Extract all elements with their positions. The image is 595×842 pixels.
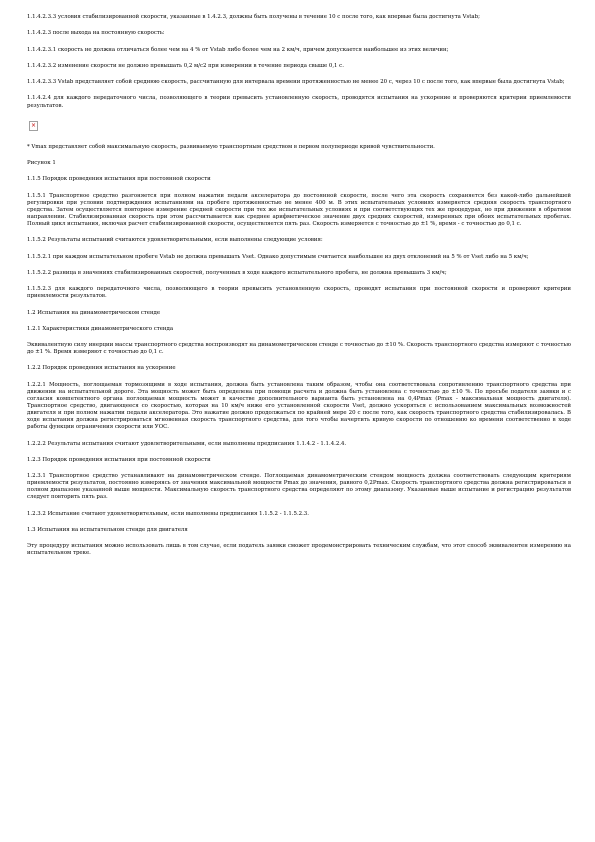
paragraph-1-1-5-2-3: 1.1.5.2.3 для каждого передаточного числа, позволяющего в теории превысить установленную скорость, проводят испытания при постоянной скорости и проверяют критерии приемлемости результатов. [27, 286, 571, 300]
paragraph-1-2-2-1: 1.2.2.1 Мощность, поглощаемая тормозящими в ходе испытания, должна быть установлена таким образом, чтобы она соответствовала сопротивлению транспортного средства при движении на испытательной дороге. Эта мощность может быть определена при помощи расчета и должна быть установлена с точностью до ±10 %. По просьбе подателя заявки и с согласия компетентного органа поглощаемая мощность может в качестве дополнительного варианта быть установлена на 0,4Pmax (Pmax - максимальная мощность двигателя). Транспортное средство, двигающееся со скоростью, которая на 10 км/ч ниже его установленной скорости Vset, должно ускоряться с использованием максимальных возможностей двигателя и при полном нажатии педали акселератора. Это нажатие должно продолжаться по крайней мере 20 с после того, как скорость транспортного средства стабилизировалась. В ходе испытания должна регистрироваться мгновенная скорость транспортного средства, для того чтобы начертить кривую скорости по отношению ко времени соответственно в ходе работы функции ограничения скорости или УОС. [27, 381, 571, 431]
section-heading-1-2-1: 1.2.1 Характеристики динамометрического стенда [27, 325, 174, 332]
paragraph-1-2-3-2: 1.2.3.2 Испытание считают удовлетворительным, если выполнены предписания 1.1.5.2 - 1.1.5.2.3. [27, 510, 309, 517]
paragraph-inertia: Эквивалентную силу инерции массы транспортного средства воспроизводят на динамометрическом стенде с точностью до ±10 %. Скорость транспортного средства измеряют с точностью до ±1 %. Время измеряют с точностью до 0,1 с. [27, 342, 571, 356]
broken-image-icon [29, 121, 38, 131]
paragraph-engine-test: Эту процедуру испытания можно использовать лишь в том случае, если податель заявки сможет продемонстрировать техническим службам, что этот способ эквивалентен измерению на испытательном треке. [27, 543, 571, 557]
paragraph-6: 1.1.4.2.4 для каждого передаточного числа, позволяющего в теории превысить установленную скорость, проводятся испытания на ускорение и проверяются критерии приемлемости результатов. [27, 95, 571, 109]
figure-caption: Рисунок 1 [27, 160, 56, 167]
paragraph-1-2-3-1: 1.2.3.1 Транспортное средство устанавливают на динамометрическом стенде. Поглощаемая динамометрическим стендом мощность должна соответствовать следующим критериям приемлемости результатов, постоянно измеряясь от значения максимальной мощности Pmax до значения, равного 0,2Pmax. Скорость транспортного средства должна регистрироваться в полном диапазоне указанной выше мощности. Максимальную скорость транспортного средства определяют по этому диапазону. Указанные выше испытание и регистрацию результатов следует повторить пять раз. [27, 473, 571, 501]
section-heading-1-3: 1.3 Испытания на испытательном стенде для двигателя [27, 526, 188, 533]
section-heading-1-1-5: 1.1.5 Порядок проведения испытания при постоянной скорости [27, 176, 211, 183]
section-heading-1-2: 1.2 Испытания на динамометрическом стенде [27, 309, 161, 316]
broken-image-mark: × [30, 121, 37, 129]
section-heading-1-2-3: 1.2.3 Порядок проведения испытания при постоянной скорости [27, 456, 211, 463]
paragraph-1-1-5-2: 1.1.5.2 Результаты испытаний считаются удовлетворительными, если выполнены следующие условия: [27, 237, 323, 244]
paragraph-5: 1.1.4.2.3.3 Vstab представляет собой среднюю скорость, рассчитанную для интервала времени протяженностью не менее 20 с, через 10 с после того, как впервые была достигнута Vstab; [27, 79, 565, 86]
paragraph-2: 1.1.4.2.3 после выхода на постоянную скорость: [27, 30, 165, 37]
paragraph-1: 1.1.4.2.3.3 условия стабилизированной скорости, указанные в 1.4.2.3, должны быть получены в течение 10 с после того, как впервые была достигнута Vstab; [27, 14, 480, 20]
paragraph-4: 1.1.4.2.3.2 изменение скорости не должно превышать 0,2 м/с2 при измерении в течение периода свыше 0,1 с. [27, 62, 344, 69]
paragraph-1-1-5-2-2: 1.1.5.2.2 разница в значениях стабилизированных скоростей, полученных в ходе каждого испытательного пробега, не должна превышать 3 км/ч; [27, 269, 447, 276]
paragraph-1-1-5-2-1: 1.1.5.2.1 при каждом испытательном пробеге Vstab не должна превышать Vset. Однако допустимым считается наибольшее из двух отклонений на 5 % от Vset либо на 5 км/ч; [27, 253, 529, 260]
section-heading-1-2-2: 1.2.2 Порядок проведения испытания на ускорение [27, 365, 176, 372]
paragraph-1-2-2-2: 1.2.2.2 Результаты испытания считают удовлетворительными, если выполнены предписания 1.1.4.2 - 1.1.4.2.4. [27, 440, 347, 447]
paragraph-3: 1.1.4.2.3.1 скорость не должна отличаться более чем на 4 % от Vstab либо более чем на 2 км/ч, причем допускается наибольшее из этих величин; [27, 46, 449, 53]
footnote: * Vmax представляет собой максимальную скорость, развиваемую транспортным средством в первом полупериоде кривой чувствительности. [27, 143, 435, 150]
paragraph-1-1-5-1: 1.1.5.1 Транспортное средство разгоняется при полном нажатии педали акселератора до постоянной скорости, после чего эта скорость сохраняется без какой-либо дальнейшей регулировки при условии подтверждения испытаниями на пробеге протяженностью не менее 400 м. В этих испытательных условиях измеряется средняя скорость транспортного средства. Затем осуществляется повторное измерение средней скорости при тех же испытательных условиях и при соответствующих тех же процедурах, но при движении в обратном направлении. Стабилизированная скорость при этом рассчитывается как среднее арифметическое значение двух средних скоростей, измеренных при обоих испытательных пробегах. Полный цикл испытания, включая расчет стабилизированной скорости, осуществляется пять раз. Скорость измеряется с точностью до ±1 %, время - с точностью до 0,1 с. [27, 192, 571, 227]
